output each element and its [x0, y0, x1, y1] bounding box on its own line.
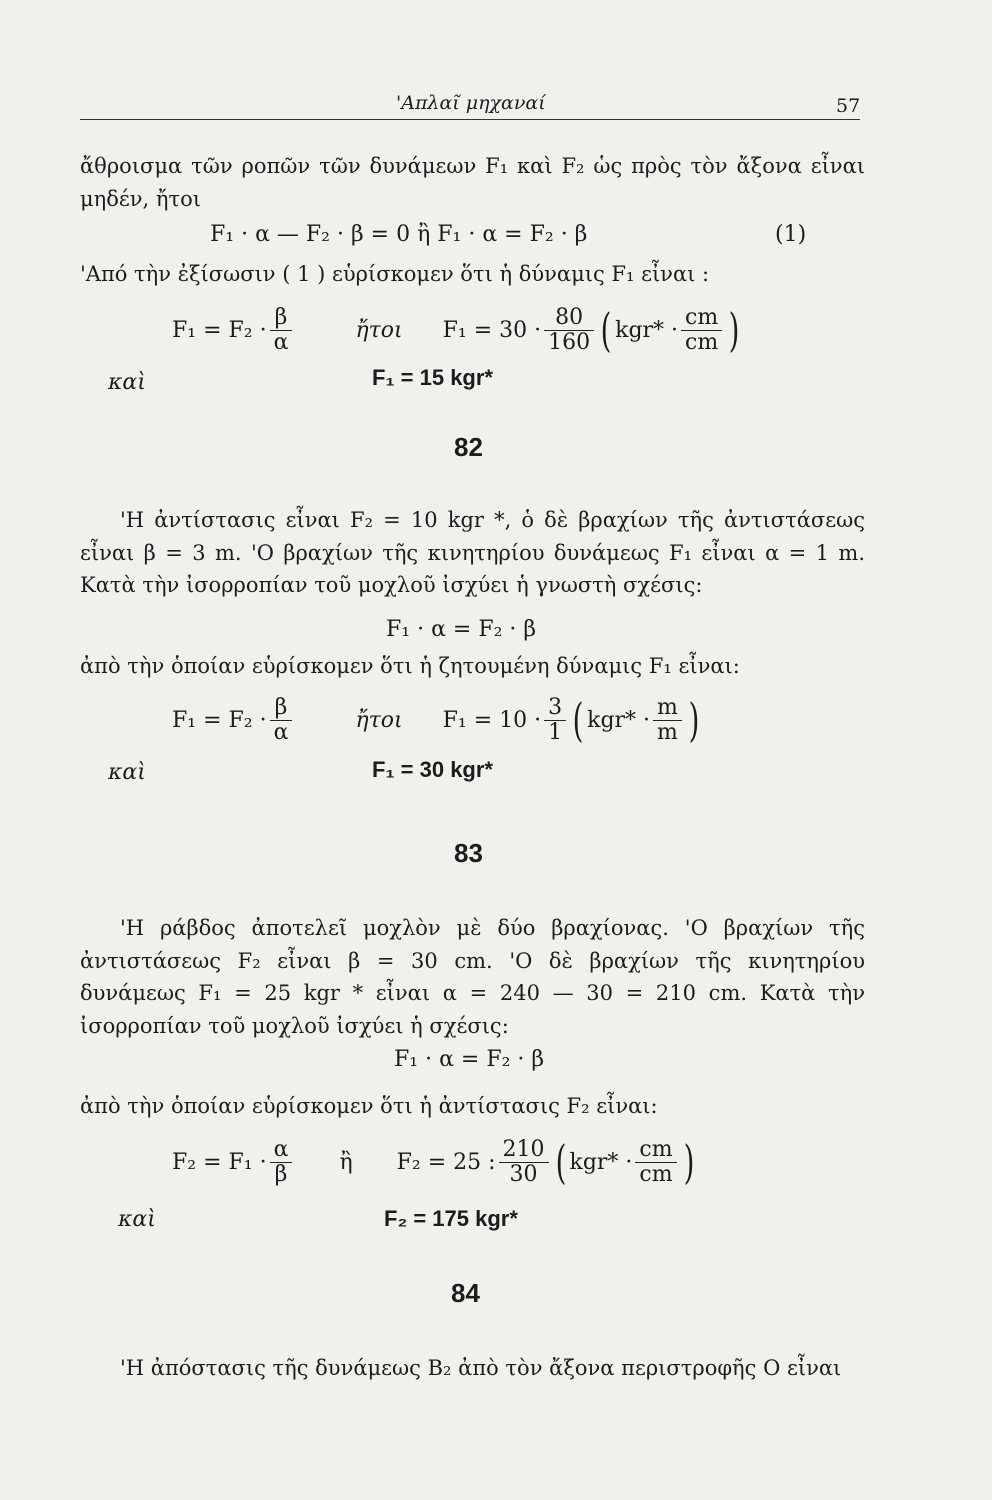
sec83-paragraph: 'Η ράβδος ἀποτελεῖ μοχλὸν μὲ δύο βραχίονας. 'Ο βραχίων τῆς ἀντιστάσεως F₂ εἶναι β = 30 cm. 'Ο δὲ βραχίων τῆς κινητηρίου δυνάμεως F₁ = 25 kgr * εἶναι α = 240 — 30 = 210 cm. Κατὰ τὴν ἰσορροπίαν τοῦ μοχλοῦ ἰσχύει ἡ σχέσις:	[80, 916, 865, 1038]
formula-left: F₂ = F₁ ·	[172, 1149, 267, 1175]
frac-den: 30	[509, 1161, 538, 1187]
unit-kgr: kgr* ·	[587, 707, 651, 733]
itoi-word: ἤτοι	[355, 707, 403, 733]
kai-word: καὶ	[108, 760, 146, 785]
sec83-paragraph-2: ἀπὸ τὴν ὁποίαν εὑρίσκομεν ὅτι ἡ ἀντίστασις F₂ εἶναι:	[80, 1094, 658, 1118]
sec82-result: F₁ = 30 kgr*	[372, 757, 493, 782]
frac-num: β	[270, 306, 293, 331]
frac-num: m	[653, 696, 682, 721]
frac-num: β	[270, 696, 293, 721]
frac-den: α	[273, 329, 289, 355]
frac-den: 160	[548, 329, 591, 355]
intro-equation-1: F₁ · α — F₂ · β = 0 ἢ F₁ · α = F₂ · β	[210, 222, 588, 247]
fraction-80-160	[544, 306, 594, 355]
unit-kgr: kgr* ·	[569, 1149, 633, 1175]
intro-paragraph-2: 'Από τὴν ἐξίσωσιν ( 1 ) εὑρίσκομεν ὅτι ἡ δύναμις F₁ εἶναι :	[80, 262, 710, 286]
paren-close: )	[683, 1135, 694, 1189]
kai-word: καὶ	[108, 370, 146, 395]
frac-den: cm	[639, 1161, 673, 1187]
frac-den: α	[273, 719, 289, 745]
fraction-unit	[681, 306, 722, 355]
formula-mid: F₁ = 10 ·	[442, 707, 542, 733]
sec82-equation: F₁ · α = F₂ · β	[386, 617, 537, 642]
page-number: 57	[836, 95, 861, 117]
sec82-paragraph-2: ἀπὸ τὴν ὁποίαν εὑρίσκομεν ὅτι ἡ ζητουμένη δύναμις F₁ εἶναι:	[80, 654, 740, 678]
paren-close: )	[728, 303, 740, 357]
frac-num: 80	[544, 306, 594, 331]
formula-left: F₁ = F₂ ·	[172, 317, 267, 343]
unit-kgr: kgr* ·	[615, 317, 679, 343]
fraction-unit	[653, 696, 682, 745]
fraction-210-30	[499, 1138, 549, 1187]
header-rule	[80, 119, 860, 120]
frac-den: 1	[548, 719, 563, 745]
frac-num: α	[270, 1138, 293, 1163]
sec82-paragraph: 'Η ἀντίστασις εἶναι F₂ = 10 kgr *, ὁ δὲ βραχίων τῆς ἀντιστάσεως εἶναι β = 3 m. 'Ο βραχίων τῆς κινητηρίου δυνάμεως F₁ εἶναι α = 1 m. Κατὰ τὴν ἰσορροπίαν τοῦ μοχλοῦ ἰσχύει ἡ γνωστὴ σχέσις:	[80, 508, 865, 597]
intro-paragraph: ἄθροισμα τῶν ροπῶν τῶν δυνάμεων F₁ καὶ F₂ ὡς πρὸς τὸν ἄξονα εἶναι μηδέν, ἤτοι	[80, 154, 865, 211]
sec83-result: F₂ = 175 kgr*	[384, 1206, 518, 1231]
kai-word: καὶ	[118, 1207, 156, 1232]
sec84-paragraph: 'Η ἀπόστασις τῆς δυνάμεως B₂ ἀπὸ τὸν ἄξονα περιστροφῆς O εἶναι	[120, 1356, 842, 1380]
paren-open: (	[600, 303, 612, 357]
frac-den: cm	[685, 329, 719, 355]
formula-mid: F₂ = 25 :	[396, 1149, 496, 1175]
equation-label-1: (1)	[775, 222, 807, 247]
paren-open: (	[555, 1135, 566, 1189]
paren-close: )	[688, 693, 700, 747]
fraction-beta-alpha	[270, 696, 293, 745]
frac-num: 3	[544, 696, 566, 721]
sec83-formula	[172, 1124, 698, 1200]
formula-mid: F₁ = 30 ·	[442, 317, 542, 343]
fraction-3-1	[544, 696, 566, 745]
frac-num: cm	[635, 1138, 676, 1163]
or-word: ἢ	[339, 1149, 353, 1175]
formula-left: F₁ = F₂ ·	[172, 707, 267, 733]
paren-open: (	[572, 693, 584, 747]
frac-den: β	[274, 1161, 288, 1187]
fraction-unit	[635, 1138, 676, 1187]
sec83-equation: F₁ · α = F₂ · β	[394, 1047, 545, 1072]
intro-result: F₁ = 15 kgr*	[372, 365, 493, 390]
sec82-formula	[172, 682, 703, 758]
intro-formula	[172, 292, 743, 368]
frac-num: 210	[499, 1138, 549, 1163]
running-header-title: 'Απλαῖ μηχαναί	[396, 92, 546, 114]
section-number-84: 84	[451, 1278, 480, 1308]
fraction-beta-alpha	[270, 306, 293, 355]
section-number-83: 83	[454, 838, 483, 868]
itoi-word: ἤτοι	[355, 317, 403, 343]
frac-num: cm	[681, 306, 722, 331]
section-number-82: 82	[454, 432, 483, 462]
fraction-alpha-beta	[270, 1138, 293, 1187]
frac-den: m	[657, 719, 678, 745]
